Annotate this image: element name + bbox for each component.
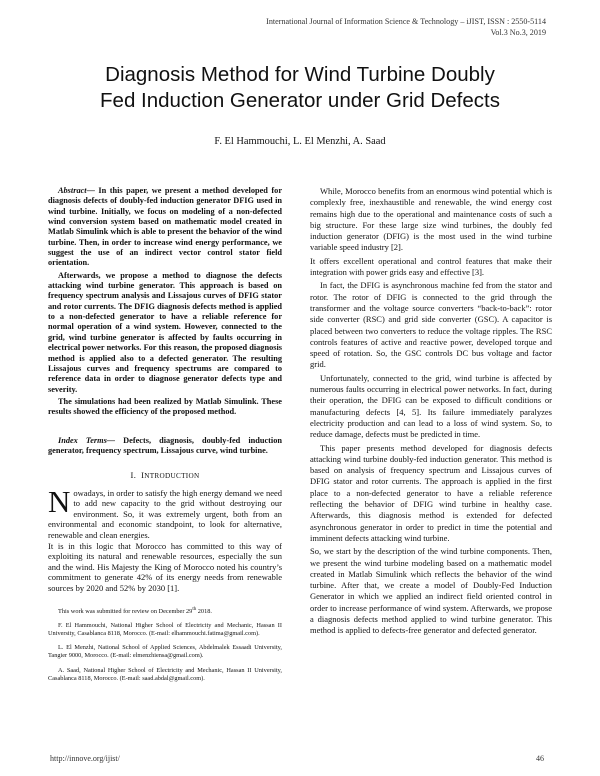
left-column bbox=[48, 186, 282, 689]
right-column bbox=[310, 186, 552, 639]
section-heading-introduction: I. INTRODUCTION bbox=[130, 470, 200, 481]
journal-name: International Journal of Information Science & Technology – iJIST, ISSN : 2550-5114 bbox=[266, 17, 546, 26]
author-note-1: F. El Hammouchi, National Higher School of Electricity and Mechanic, Hassan II University, Casablanca 8118, Morocco. (E-mail: elhammouchi.fatima@gmail.com). bbox=[48, 621, 282, 638]
title-line-2: Fed Induction Generator under Grid Defects bbox=[100, 89, 500, 112]
body-paragraph-2: It offers excellent operational and control features that make their integration with power grids easy and effective [3]. bbox=[310, 255, 552, 278]
paper-title bbox=[40, 62, 560, 114]
index-terms: Index Terms— Defects, diagnosis, doubly-fed induction generator, frequency spectrum, Lissajous curve, wind turbine. bbox=[48, 435, 282, 455]
drop-cap: N bbox=[48, 483, 71, 519]
abstract-label: Abstract— bbox=[58, 186, 95, 195]
body-paragraph-4: Unfortunately, connected to the grid, wind turbine is affected by numerous faults occurring in electrical power networks. In fact, during their operation, the DFIG can be exposed to difficult conditions or manufacturing defects [4, 5]. Its failure immediately paralyzes electricity production and can lead to a loss of wind system. So, to reduce damage, defects must be predicted in time. bbox=[310, 372, 552, 440]
abstract-paragraph-3: The simulations had been realized by Matlab Simulink. These results showed the efficiency of the proposed method. bbox=[48, 396, 282, 417]
author-note-2: L. El Menzhi, National School of Applied Sciences, Abdelmalek Essaadi University, Tangier 9000, Morocco. (E-mail: elmenzhiensa@gmail.com). bbox=[48, 644, 282, 660]
footer-url[interactable]: http://innove.org/ijist/ bbox=[50, 754, 120, 763]
index-terms-label: Index Terms— bbox=[58, 435, 116, 445]
intro-paragraph-2: It is in this logic that Morocco has committed to this way of exploiting its natural and renewable resources, especially the sun and the wind. His Majesty the King of Morocco noted his country’s commitment to generate 42% of its energy needs from renewable sources by 2020 and 52% by 2030 [1]. bbox=[48, 540, 282, 593]
introduction-text bbox=[48, 483, 282, 594]
authors: F. El Hammouchi, L. El Menzhi, A. Saad bbox=[214, 136, 386, 147]
body-paragraph-6: So, we start by the description of the wind turbine components. Then, we present the wind turbine modeling based on a mathematic model created in Matlab Simulink which reflects the behavior of the wind turbine. After that, we create a model of Doubly-Fed Induction Generator in which we applied an indirect field oriented control in order to increase performance of wind system. Afterwards, we propose a diagnosis defects method applied to wind turbine generator. This method is applied to defects-free generator and defected generator. bbox=[310, 546, 552, 636]
journal-header bbox=[266, 17, 546, 38]
body-paragraph-3: In fact, the DFIG is asynchronous machine fed from the stator and rotor. The rotor of DFIG is connected to the grid through the transformer and the voltage source converters “back-to-back”: rotor side converter (RSC) and grid side converter (GSC). A capacitor is placed between two converters to reduce the voltage ripples. The RSC controls features of active and reactive power, developed torque and speed of rotation. So, the GSC controls DC bus voltage and factor grid. bbox=[310, 280, 552, 370]
title-line-1: Diagnosis Method for Wind Turbine Doubly bbox=[105, 63, 495, 86]
footnotes bbox=[48, 606, 282, 684]
journal-volume: Vol.3 No.3, 2019 bbox=[490, 27, 546, 37]
author-note-3: A. Saad, National Higher School of Electricity and Mechanic, Hassan II University, Casablanca 8118, Morocco. (E-mail: saad.abdal@gmail.com). bbox=[48, 666, 282, 682]
page-number: 46 bbox=[536, 754, 544, 763]
body-paragraph-1: While, Morocco benefits from an enormous wind potential which is complexly free, inexhaustible and renewable, the wind energy cost remains high due to the operational and maintenance costs of such a big structure. For these large size wind turbines, the doubly fed induction generator (DFIG) is the most used in the wind turbine variable speed industry [2]. bbox=[310, 186, 552, 253]
abstract-paragraph-2: Afterwards, we propose a method to diagnose the defects attacking wind turbine generator. This approach is based on frequency spectrum analysis and Lissajous curves of DFIG stator and rotor currents. The DFIG diagnosis defects method is applied to a non-defected generator to have a reliable reference for normal operation of a wind system. However, connected to the grid, wind turbine generator is affected by faults occurring in electrical power networks. For this reason, the proposed diagnosis method is applied also to a defected generator. The resulting Lissajous curves and frequency spectrums are compared to reference data in order to diagnose generator defects type and severity. bbox=[48, 270, 282, 394]
intro-paragraph-1: Nowadays, in order to satisfy the high energy demand we need to add new capacity to the grid without destroying our environment. So, it was extremely urgent, both from an environmental and economic standpoint, to look for alternative, renewable and clean energies. bbox=[48, 483, 282, 540]
abstract-paragraph-1: Abstract— In this paper, we present a method developed for diagnosis defects of doubly-fed induction generator DFIG used in wind turbine. Initially, we focus on modeling of a non-defected wind conversion system based on mathematic model created in Matlab Simulink which is able to present the behavior of the wind turbine. Then, in order to increase wind energy performance, we suggest the use of an indirect vector control stator field orientation. bbox=[48, 186, 283, 268]
submission-note: This work was submitted for review on December 29th 2018. bbox=[58, 606, 212, 615]
abstract bbox=[48, 186, 282, 418]
body-paragraph-5: This paper presents method developed for diagnosis defects attacking wind turbine doubly-fed induction generator. This method is based on analysis of frequency spectrum and Lissajous curves of DFIG stator and rotor currents. The approach is applied in the first place to a non-defected generator to have a reliable reference reflecting the behavior of DFIG wind turbine in healthy case. Afterwards, this diagnosis method is extended for defected asynchronous generator in order to predict in time the potential and imminent defects attacking wind turbine. bbox=[310, 442, 552, 543]
